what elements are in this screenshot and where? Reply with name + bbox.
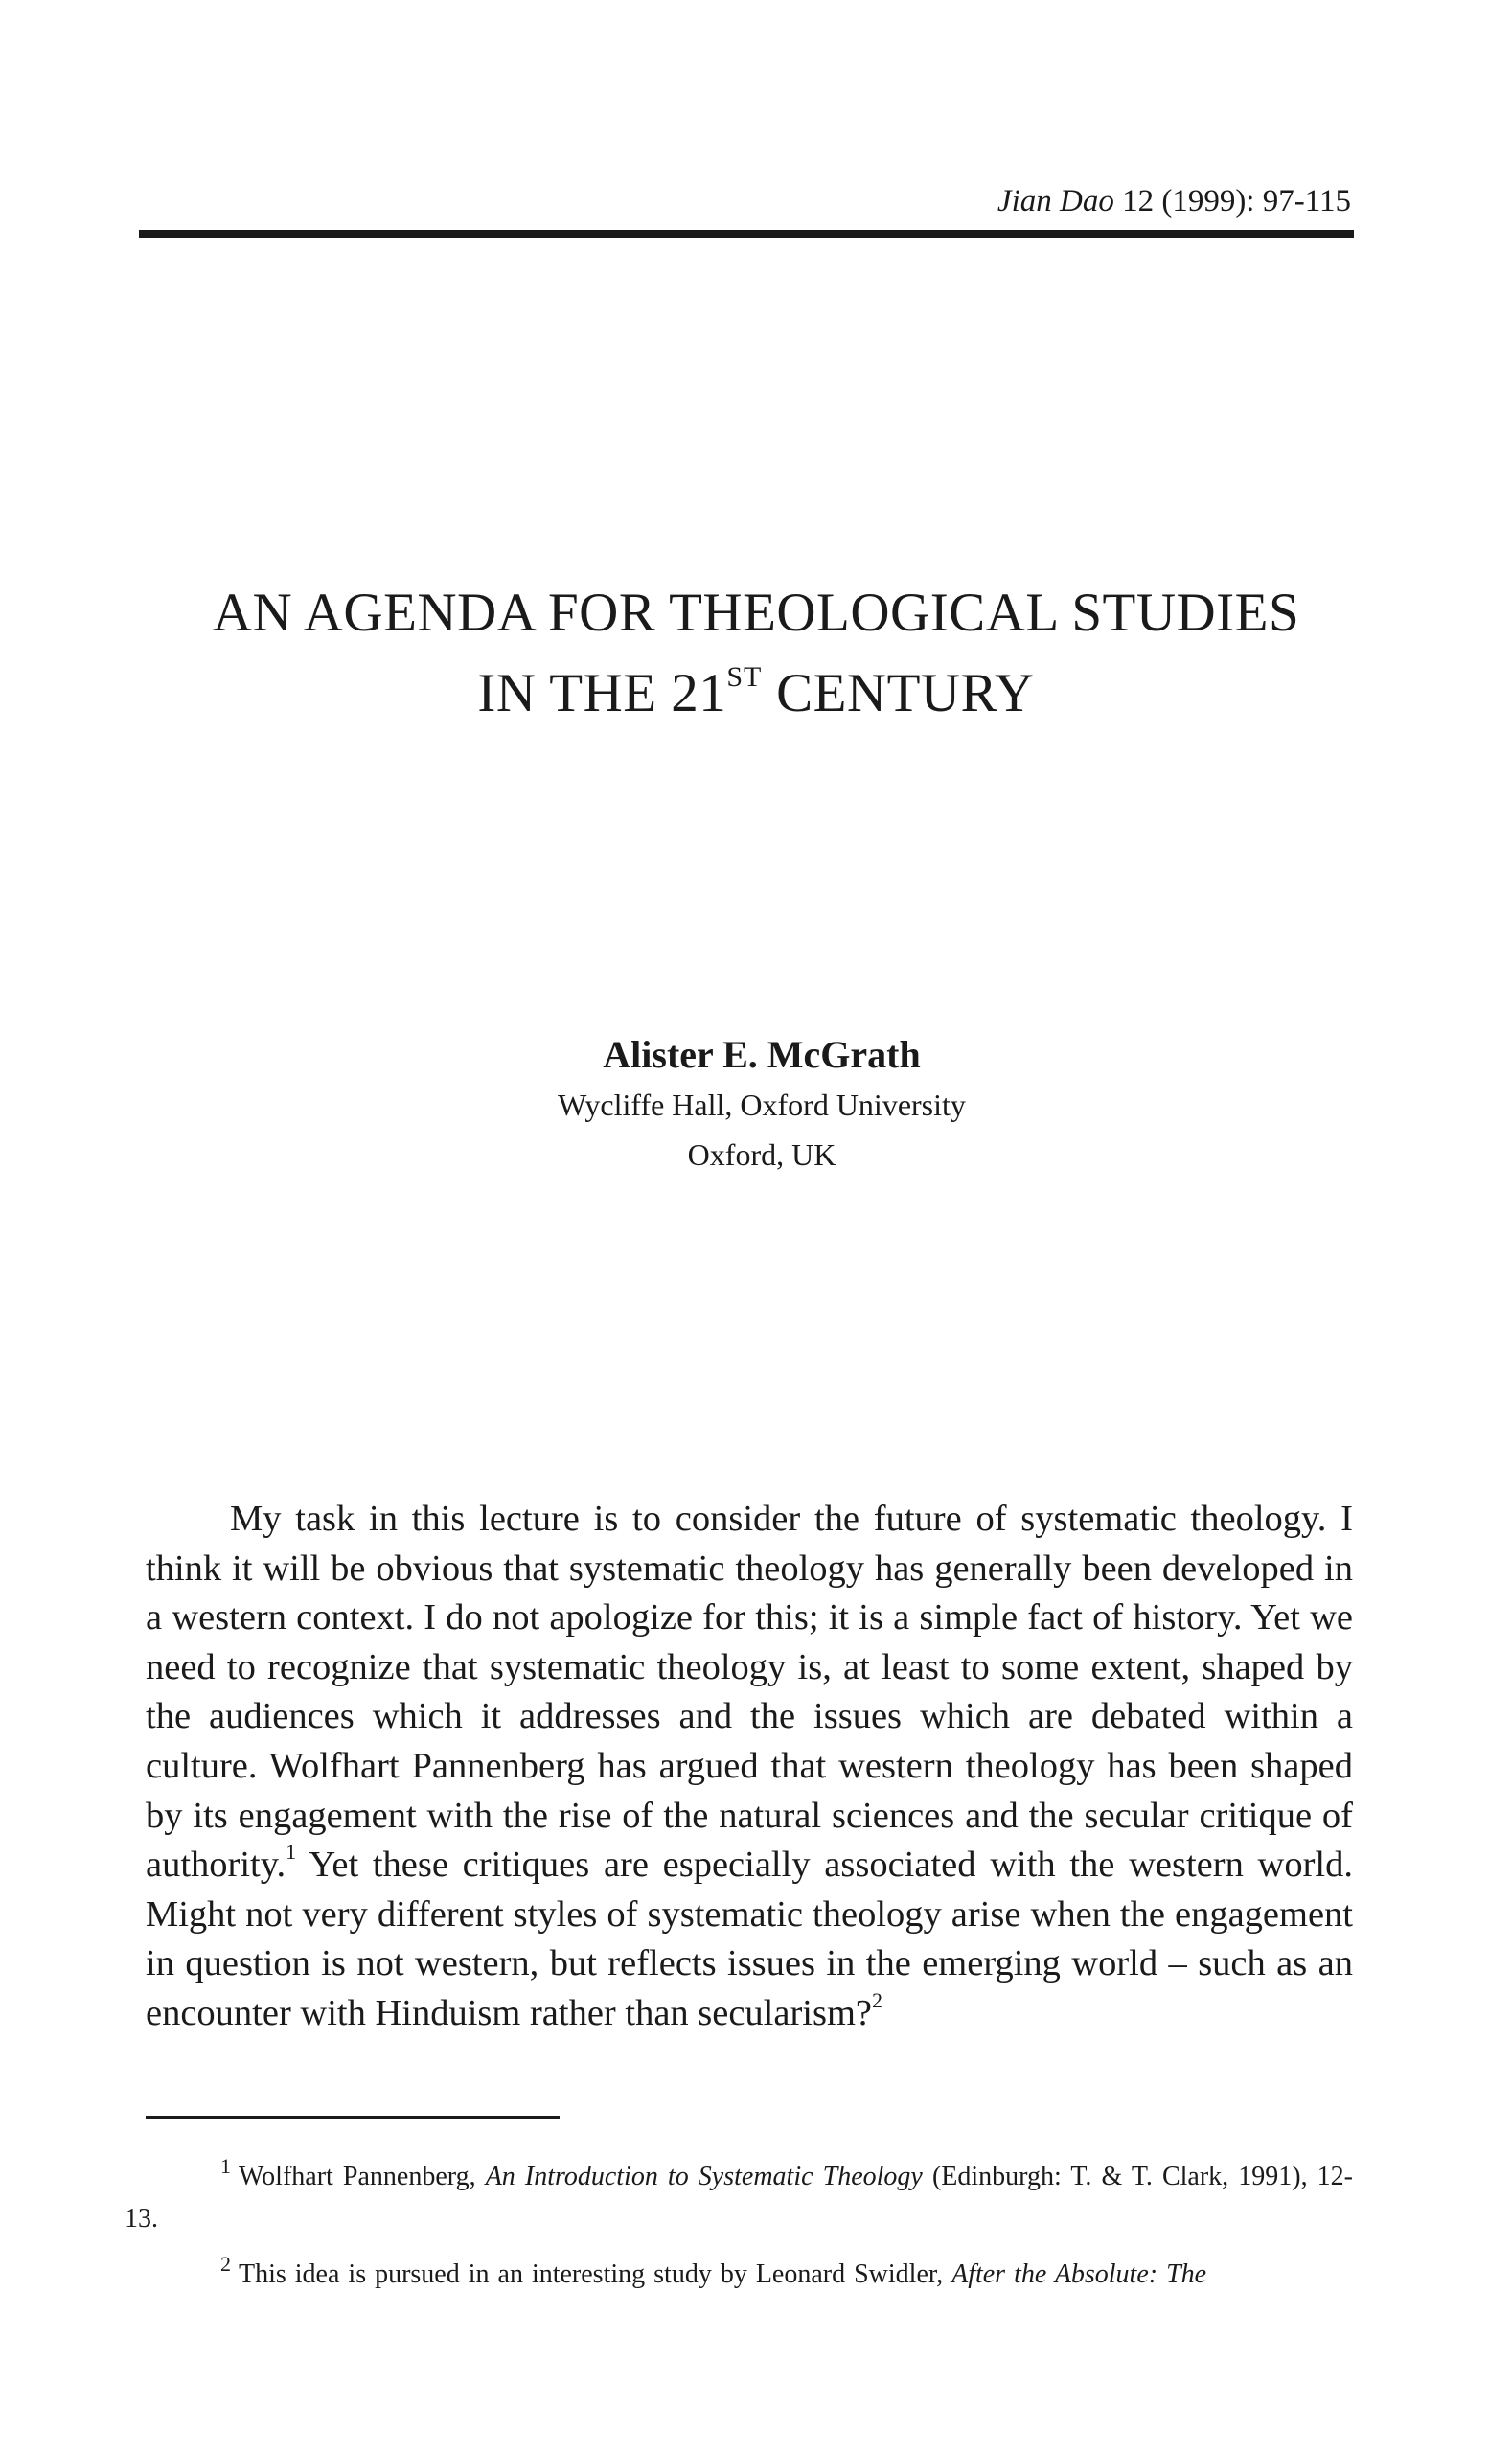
footnote-1 [125, 2156, 1353, 2240]
footnote-2 [125, 2254, 1353, 2296]
title-line-2-prefix: IN THE 21 [477, 663, 727, 723]
article-title [0, 573, 1512, 734]
author-name: Alister E. McGrath [603, 1033, 921, 1076]
footnote-2-italic: After the Absolute: The [951, 2259, 1207, 2289]
body-paragraph-part-1: My task in this lecture is to consider the future of systematic theology. I think it will be obvious that systematic theology has generally been developed in a western context. I do not apologize for this; it is a simple fact of history. Yet we need to recognize that systematic theology is, at least to some extent, shaped by the audiences which it addresses and the issues which are debated within a culture. Wolfhart Pannenberg has argued that western theology has been shaped by its engagement with the rise of the natural sciences and the secular critique of authority. [146, 1499, 1353, 1886]
author-location: Oxford, UK [687, 1137, 836, 1172]
body-paragraph-part-2: Yet these critiques are especially associated with the western world. Might not very different styles of systematic theology arise when the engagement in question is not western, but reflects issues in the emerging world – such as an encounter with Hinduism rather than secularism? [146, 1845, 1353, 2033]
footnote-separator [146, 2116, 560, 2119]
body-text [146, 1495, 1353, 2039]
footnote-2-number: 2 [220, 2252, 231, 2276]
body-paragraph [146, 1495, 1353, 2039]
footnotes [125, 2156, 1353, 2309]
footnote-2-pre: This idea is pursued in an interesting study by Leonard Swidler, [239, 2259, 952, 2289]
footnote-1-post: (Edinburgh: T. & T. Clark, 1991), 12-13. [125, 2162, 1353, 2234]
journal-name: Jian Dao [997, 184, 1114, 218]
journal-citation: 12 (1999): 97-115 [1122, 184, 1351, 218]
footnote-1-number: 1 [220, 2154, 231, 2178]
header-rule [139, 230, 1354, 238]
title-line-2 [0, 653, 1512, 734]
title-line-2-suffix: CENTURY [762, 663, 1035, 723]
footnote-ref-1: 1 [286, 1840, 297, 1865]
footnote-ref-2: 2 [872, 1987, 883, 2012]
title-superscript: ST [726, 661, 763, 693]
footnote-1-italic: An Introduction to Systematic Theology [485, 2162, 923, 2191]
author-block [0, 1030, 1512, 1180]
author-affiliation: Wycliffe Hall, Oxford University [558, 1088, 966, 1122]
footnote-1-pre: Wolfhart Pannenberg, [239, 2162, 486, 2191]
title-line-1: AN AGENDA FOR THEOLOGICAL STUDIES [212, 583, 1300, 643]
running-head [997, 182, 1351, 220]
